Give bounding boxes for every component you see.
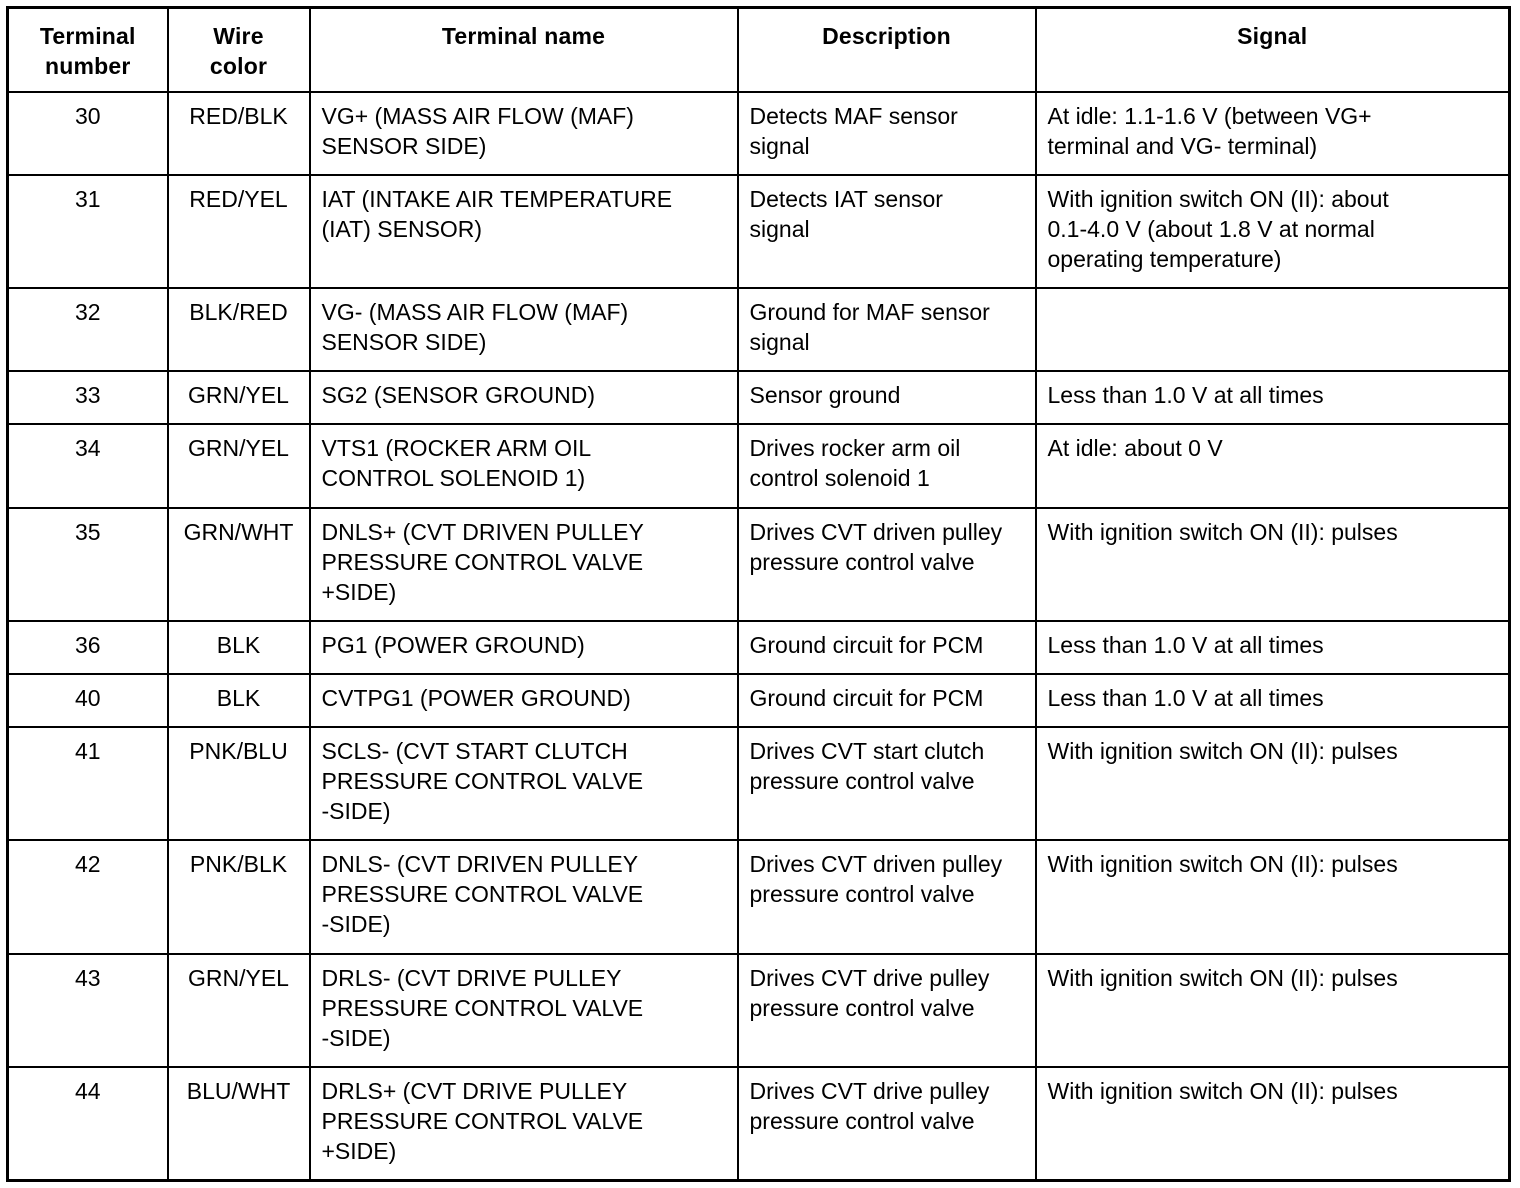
description: Ground circuit for PCM — [738, 674, 1036, 727]
signal: At idle: 1.1-1.6 V (between VG+ terminal and VG- terminal) — [1036, 92, 1510, 175]
terminal-number: 35 — [8, 508, 168, 621]
signal: With ignition switch ON (II): pulses — [1036, 508, 1510, 621]
terminal-name: DRLS+ (CVT DRIVE PULLEY PRESSURE CONTROL VALVE +SIDE) — [310, 1067, 738, 1180]
signal: Less than 1.0 V at all times — [1036, 371, 1510, 424]
header-terminal-number: Terminal number — [8, 8, 168, 92]
description: Drives CVT drive pulley pressure control valve — [738, 1067, 1036, 1180]
description: Drives CVT drive pulley pressure control valve — [738, 954, 1036, 1067]
terminal-number: 31 — [8, 175, 168, 288]
terminal-number: 40 — [8, 674, 168, 727]
header-description: Description — [738, 8, 1036, 92]
terminal-number: 42 — [8, 840, 168, 953]
signal: With ignition switch ON (II): pulses — [1036, 727, 1510, 840]
terminal-number: 32 — [8, 288, 168, 371]
header-signal: Signal — [1036, 8, 1510, 92]
description: Detects IAT sensor signal — [738, 175, 1036, 288]
terminal-name: VG- (MASS AIR FLOW (MAF) SENSOR SIDE) — [310, 288, 738, 371]
description: Drives CVT driven pulley pressure control valve — [738, 508, 1036, 621]
table-row — [8, 1067, 1510, 1180]
terminal-name: DNLS- (CVT DRIVEN PULLEY PRESSURE CONTROL VALVE -SIDE) — [310, 840, 738, 953]
terminal-name: VG+ (MASS AIR FLOW (MAF) SENSOR SIDE) — [310, 92, 738, 175]
wire-color: PNK/BLU — [168, 727, 310, 840]
wire-color: BLK/RED — [168, 288, 310, 371]
signal: With ignition switch ON (II): pulses — [1036, 954, 1510, 1067]
terminal-name: DNLS+ (CVT DRIVEN PULLEY PRESSURE CONTROL VALVE +SIDE) — [310, 508, 738, 621]
wire-color: BLU/WHT — [168, 1067, 310, 1180]
wire-color: GRN/YEL — [168, 954, 310, 1067]
table-row — [8, 674, 1510, 727]
table-row — [8, 727, 1510, 840]
header-row — [8, 8, 1510, 92]
terminal-name: SG2 (SENSOR GROUND) — [310, 371, 738, 424]
table-row — [8, 371, 1510, 424]
header-wire-color: Wire color — [168, 8, 310, 92]
table-row — [8, 175, 1510, 288]
signal: Less than 1.0 V at all times — [1036, 621, 1510, 674]
description: Detects MAF sensor signal — [738, 92, 1036, 175]
header-terminal-name: Terminal name — [310, 8, 738, 92]
signal: Less than 1.0 V at all times — [1036, 674, 1510, 727]
terminal-name: VTS1 (ROCKER ARM OIL CONTROL SOLENOID 1) — [310, 424, 738, 507]
terminal-number: 41 — [8, 727, 168, 840]
terminal-number: 34 — [8, 424, 168, 507]
terminal-number: 33 — [8, 371, 168, 424]
description: Drives CVT start clutch pressure control valve — [738, 727, 1036, 840]
terminal-name: SCLS- (CVT START CLUTCH PRESSURE CONTROL VALVE -SIDE) — [310, 727, 738, 840]
terminal-table — [6, 6, 1511, 1182]
terminal-name: IAT (INTAKE AIR TEMPERATURE (IAT) SENSOR) — [310, 175, 738, 288]
table-row — [8, 840, 1510, 953]
description: Drives rocker arm oil control solenoid 1 — [738, 424, 1036, 507]
wire-color: GRN/WHT — [168, 508, 310, 621]
wire-color: RED/BLK — [168, 92, 310, 175]
terminal-number: 30 — [8, 92, 168, 175]
table-row — [8, 954, 1510, 1067]
wire-color: BLK — [168, 674, 310, 727]
wire-color: GRN/YEL — [168, 371, 310, 424]
signal: With ignition switch ON (II): about 0.1-4.0 V (about 1.8 V at normal operating temperature) — [1036, 175, 1510, 288]
table-row — [8, 424, 1510, 507]
table-row — [8, 92, 1510, 175]
wire-color: BLK — [168, 621, 310, 674]
signal — [1036, 288, 1510, 371]
terminal-name: DRLS- (CVT DRIVE PULLEY PRESSURE CONTROL VALVE -SIDE) — [310, 954, 738, 1067]
table-row — [8, 621, 1510, 674]
wire-color: RED/YEL — [168, 175, 310, 288]
description: Ground for MAF sensor signal — [738, 288, 1036, 371]
table-row — [8, 508, 1510, 621]
terminal-number: 36 — [8, 621, 168, 674]
description: Ground circuit for PCM — [738, 621, 1036, 674]
description: Sensor ground — [738, 371, 1036, 424]
terminal-name: PG1 (POWER GROUND) — [310, 621, 738, 674]
description: Drives CVT driven pulley pressure control valve — [738, 840, 1036, 953]
wire-color: PNK/BLK — [168, 840, 310, 953]
terminal-name: CVTPG1 (POWER GROUND) — [310, 674, 738, 727]
signal: With ignition switch ON (II): pulses — [1036, 1067, 1510, 1180]
terminal-number: 44 — [8, 1067, 168, 1180]
signal: With ignition switch ON (II): pulses — [1036, 840, 1510, 953]
signal: At idle: about 0 V — [1036, 424, 1510, 507]
terminal-number: 43 — [8, 954, 168, 1067]
wire-color: GRN/YEL — [168, 424, 310, 507]
table-row — [8, 288, 1510, 371]
